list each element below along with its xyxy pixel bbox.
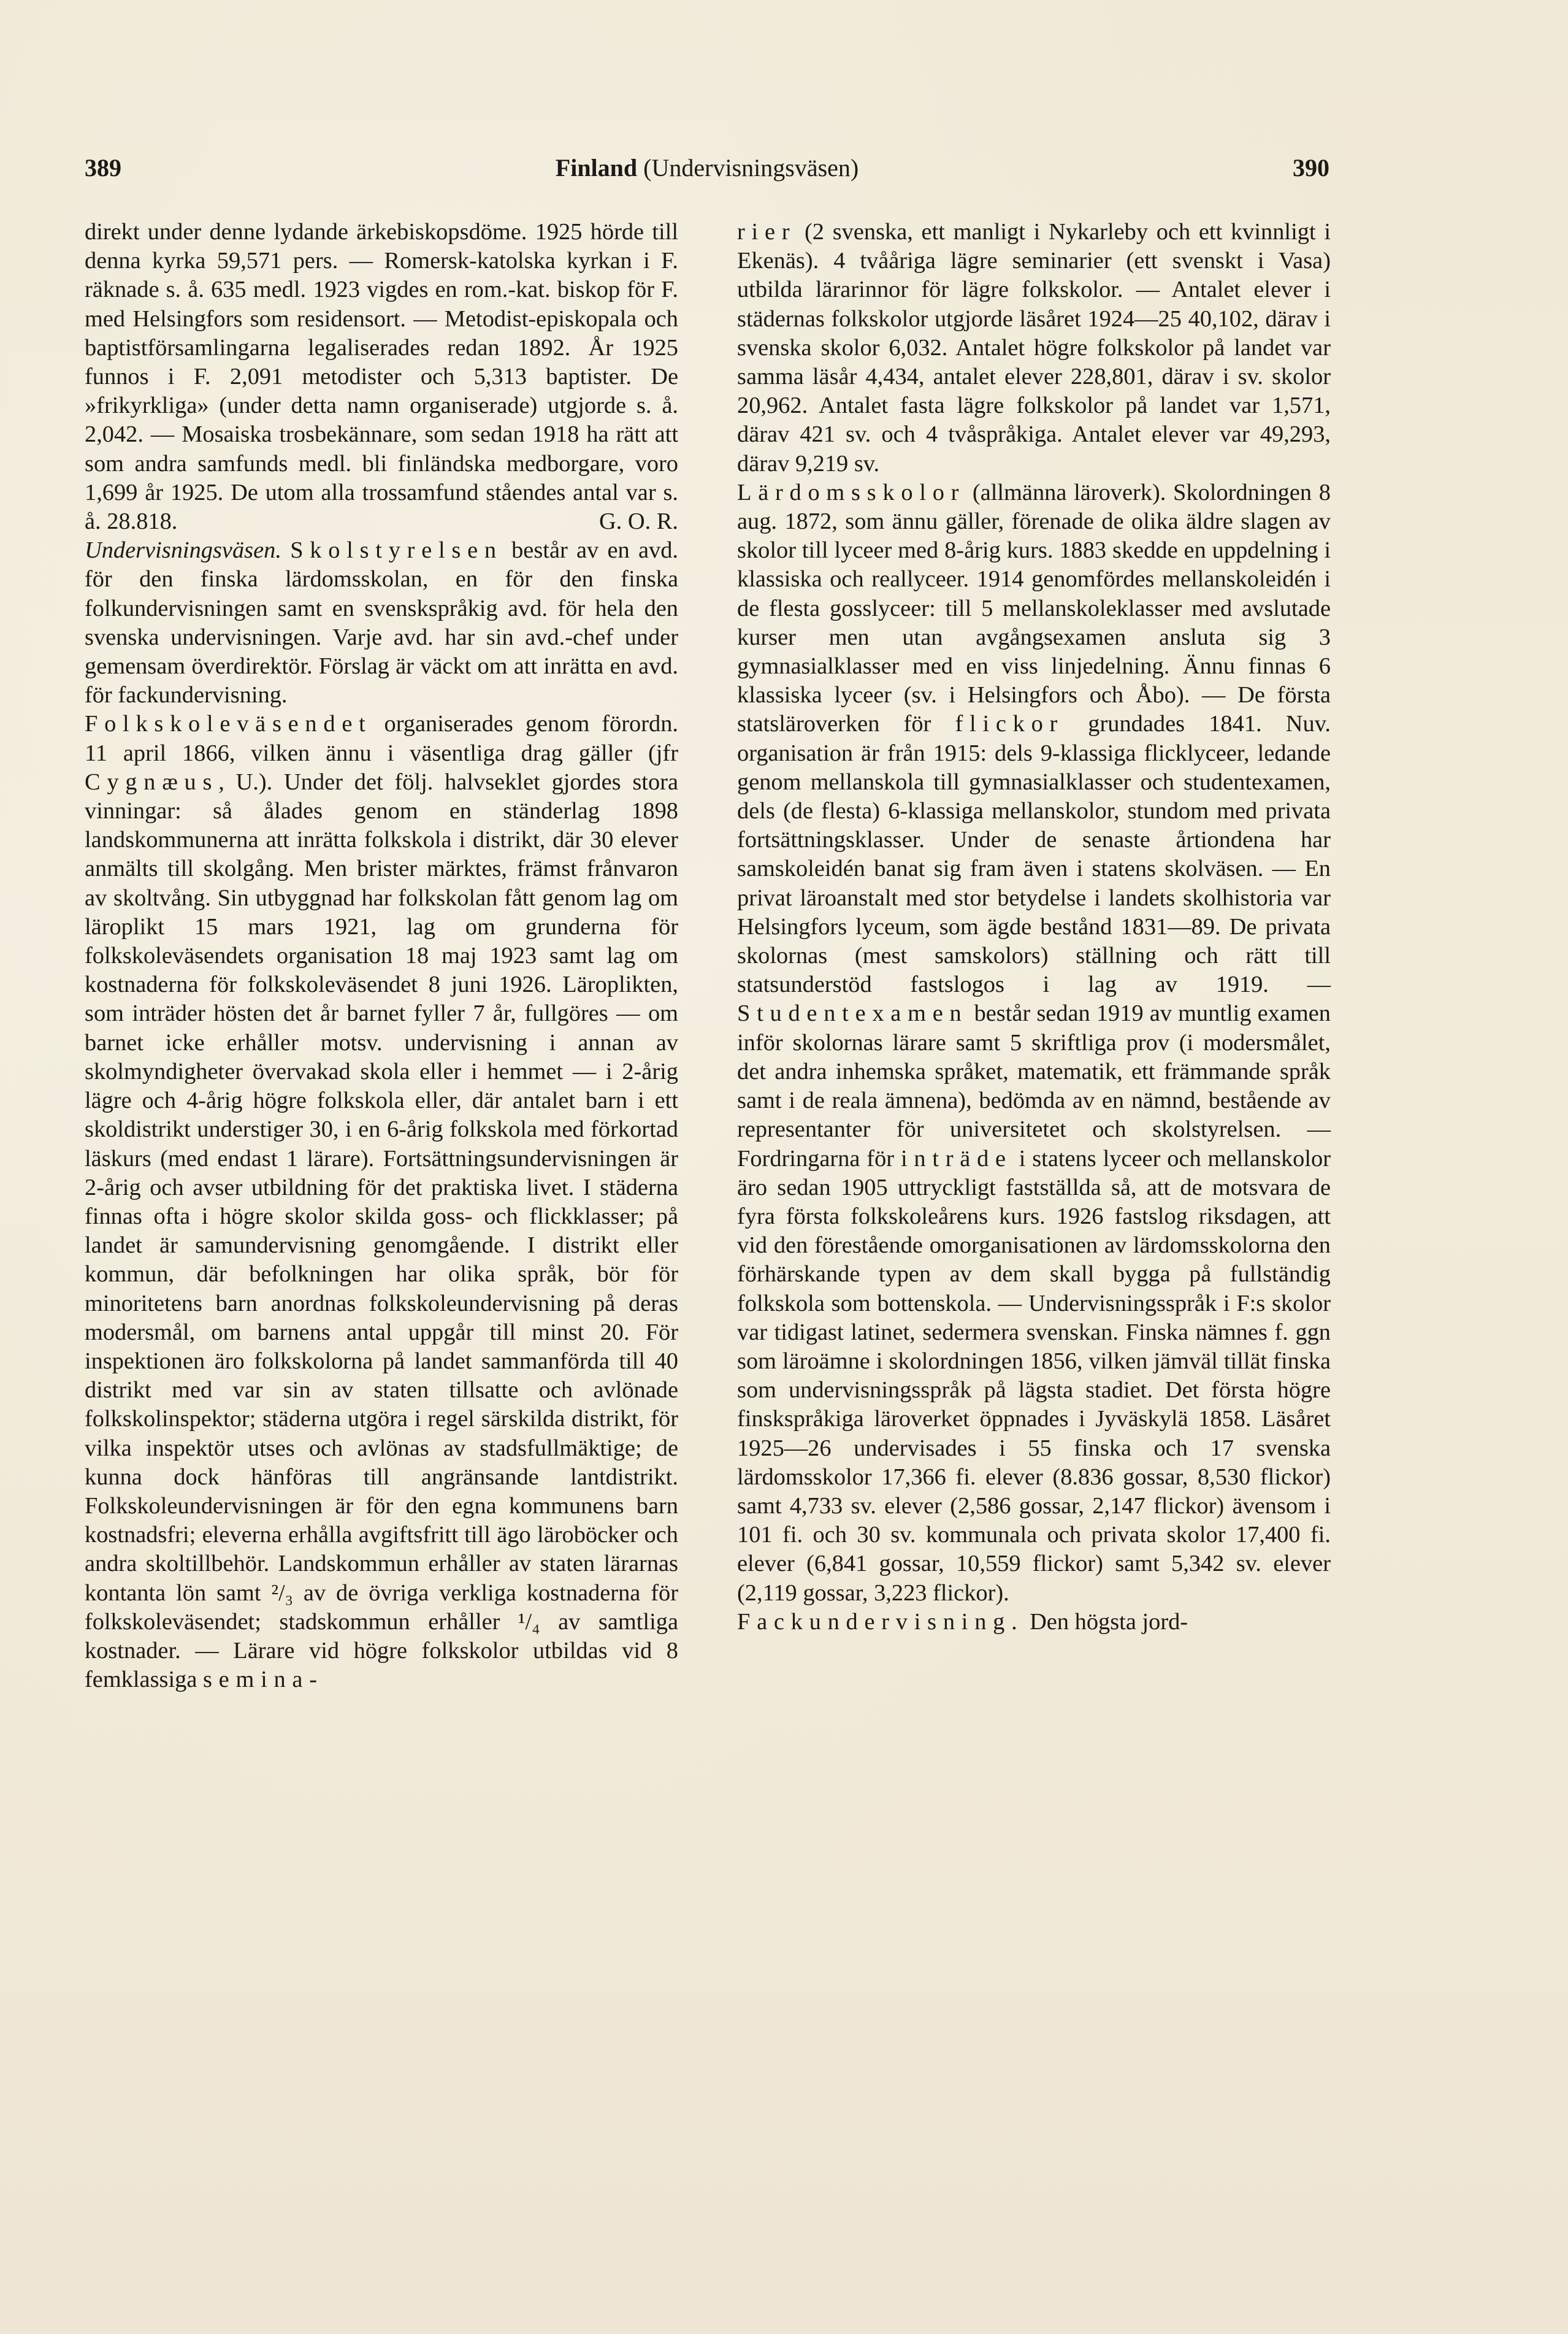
term-seminarier-end: rier bbox=[737, 219, 797, 245]
author-signature: G. O. R. bbox=[599, 509, 678, 535]
lardomsskolor-text-b: grundades 1841. Nuv. organisation är från 1915: dels 9-klassiga flicklyceer, ledande genom mellanskola till gymnasialklasser och studentexamen, dels (de flesta) 6-klassiga mellanskolor, stundom med privata fortsättningsklasser. Under de senaste årtiondena har samskoleidén banat sig fram även i statens skolväsen. — En privat läroanstalt med stor betydelse i landets skolhistoria var Helsingfors lyceum, som ägde bestånd 1831—89. De privata skolornas (mest samskolors) ställning och rätt till statsunderstöd fastslogos i lag av 1919. — bbox=[737, 711, 1331, 998]
school-administration-text: består av en avd. för den finska lärdomsskolan, en för den finska folkundervisningen samt en svenskspråkig avd. för hela den svenska undervisningen. Varje avd. har sin avd.-chef under gemensam överdirektör. Förslag är väckt om att inrätta en avd. för fackundervisning. bbox=[85, 537, 678, 708]
page-number-right: 390 bbox=[1293, 154, 1329, 182]
term-fackundervisning: Fackundervisning. bbox=[737, 1608, 1024, 1635]
running-title-subject: (Undervisningsväsen) bbox=[643, 154, 859, 182]
lardomsskolor-text-c: består sedan 1919 av muntlig examen inför skolornas lärare samt 5 skriftliga prov (i modersmålet, det andra inhemska språket, matematik, ett främmande språk samt i de reala ämnena), bedömda av en nämnd, bestående av representanter för universitetet och skolstyrelsen. — Fordringarna för bbox=[737, 1000, 1331, 1172]
term-lardomsskolor: Lärdomsskolor bbox=[737, 479, 966, 505]
religion-text: direkt under denne lydande ärkebiskopsdöme. 1925 hörde till denna kyrka 59,571 pers. — Romersk-katolska kyrkan i F. räknade s. å. 635 medl. 1923 vigdes en rom.-kat. biskop för F. med Helsingfors som residensort. — Metodist-episkopala och baptistförsamlingarna legaliserades redan 1892. År 1925 funnos i F. 2,091 metodister och 5,313 baptister. De »frikyrkliga» (under detta namn organiserade) utgjorde s. å. 2,042. — Mosaiska trosbekännare, som sedan 1918 ha rätt att som andra samfunds medl. bli finländska medborgare, voro 1,699 år 1925. De utom alla trossamfund ståendes antal var s. å. 28.818. bbox=[85, 219, 678, 535]
page-header bbox=[85, 153, 1329, 196]
left-column bbox=[85, 218, 678, 1694]
term-skolstyrelsen: Skolstyrelsen bbox=[290, 537, 503, 564]
lardomsskolor-text-a: (allmänna läroverk). Skolordningen 8 aug. 1872, som ännu gäller, förenade de olika äldre slagen av skolor till lyceer med 8-årig kurs. 1883 skedde en uppdelning i klassiska och reallyceer. 1914 genomfördes mellanskoleidén i de flesta gosslyceer: till 5 mellanskoleklasser med avslutade kurser men utan avgångsexamen ansluta sig 3 gymnasialklasser med en viss linjedelning. Ännu finnas 6 klassiska lyceer (sv. i Helsingfors och Åbo). — De första statsläroverken för bbox=[737, 479, 1331, 737]
term-seminarier-start: semina- bbox=[202, 1667, 324, 1693]
paragraph-lardomsskolor bbox=[737, 478, 1331, 1608]
term-intrade: inträde bbox=[900, 1145, 1012, 1172]
seminarier-text: (2 svenska, ett manligt i Nykarleby och ett kvinnligt i Ekenäs). 4 tvååriga lägre seminarier (ett svenskt i Vasa) utbilda lärarinnor för lägre folkskolor. — Antalet elever i städernas folkskolor utgjorde läsåret 1924—25 40,102, därav i svenska skolor 6,032. Antalet högre folkskolor på landet var samma läsår 4,434, antalet elever 228,801, därav i sv. skolor 20,962. Antalet fasta lägre folkskolor på landet var 1,571, därav 421 sv. och 4 tvåspråkiga. Antalet elever var 49,293, därav 9,219 sv. bbox=[737, 219, 1331, 477]
right-column bbox=[737, 218, 1331, 1637]
folkskola-text-b: , U.). Under det följ. halvseklet gjordes stora vinningar: så ålades genom en ständerlag 1898 landskommunerna att inrätta folkskola i distrikt, där 30 elever anmälts till skolgång. Men brister märktes, främst frånvaron av skoltvång. Sin utbyggnad har folkskolan fått genom lag om läroplikt 15 mars 1921, lag om grunderna för folkskoleväsendets organisation 18 maj 1923 samt lag om kostnaderna för folkskoleväsendet 8 juni 1926. Läroplikten, som inträder hösten det år barnet fyller 7 år, fullgöres — om barnet icke erhåller motsv. undervisning i annan av skolmyndigheter övervakad skola eller i hemmet — i 2-årig lägre och 4-årig högre folkskola eller, där antalet barn i ett skoldistrikt understiger 30, i en 6-årig folkskola med förkortad läskurs (med endast 1 lärare). Fortsättningsundervisningen är 2-årig och avser utbildning för det praktiska livet. I städerna finnas ofta i högre skolor skilda goss- och flickklasser; på landet är samundervisning genomgående. I distrikt eller kommun, där befolkningen har olika språk, bör för minoritetens barn anordnas folkskoleundervisning på deras modersmål, om barnens antal uppgår till minst 20. För inspektionen äro folkskolorna på landet sammanförda till 40 distrikt med var sin av staten tillsatte och avlönade folkskolinspektor; städerna utgöra i regel särskilda distrikt, för vilka inspektör utses och avlönas av stadsfullmäktige; de kunna dock hänföras till angränsande lantdistrikt. Folkskoleundervisningen är för den egna kommunens barn kostnadsfri; eleverna erhålla avgiftsfritt till ägo läroböcker och andra skoltillbehör. Landskommun erhåller av staten lärarnas kontanta lön samt ²/₃ av de övriga verkliga kostnaderna för folkskoleväsendet; stadskommun erhåller ¹/₄ av samtliga kostnader. — Lärare vid högre folkskolor utbildas vid 8 femklassiga bbox=[85, 769, 678, 1693]
fackundervisning-text: Den högsta jord- bbox=[1023, 1608, 1188, 1635]
paragraph-seminarier bbox=[737, 218, 1331, 478]
folkskola-text-a: organiserades genom förordn. 11 april 1866, vilken ännu i väsentliga drag gäller (jfr bbox=[85, 711, 678, 766]
paragraph-school-administration bbox=[85, 536, 678, 710]
lardomsskolor-text-d: i statens lyceer och mellanskolor äro sedan 1905 uttryckligt fastställda så, att de motsvara de fyra första folkskoleårens kurs. 1926 fastslog riksdagen, att vid den förestående omorganisationen av lärdomsskolorna den förhärskande typen av dem skall bygga på fullständig folkskola som bottenskola. — Undervisningsspråk i F:s skolor var tidigast latinet, sedermera svenskan. Finska nämnes f. ggn som läroämne i skolordningen 1856, vilken jämväl tillät finska som undervisningsspråk på lägsta stadiet. Det första högre finskspråkiga läroverket öppnades i Jyväskylä 1858. Läsåret 1925—26 undervisades i 55 finska och 17 svenska lärdomsskolor 17,366 fi. elever (8.836 gossar, 8,530 flickor) samt 4,733 sv. elever (2,586 gossar, 2,147 flickor) ävensom i 101 fi. och 30 sv. kommunala och privata skolor 17,400 fi. elever (6,841 gossar, 10,559 flickor) samt 5,342 sv. elever (2,119 gossar, 3,223 flickor). bbox=[737, 1145, 1331, 1606]
paragraph-religion bbox=[85, 218, 678, 536]
term-flickor: flickor bbox=[955, 711, 1065, 737]
name-cygnaeus: Cygnæus bbox=[85, 769, 219, 795]
running-title-country: Finland bbox=[555, 154, 638, 182]
paragraph-fackundervisning bbox=[737, 1608, 1331, 1637]
section-heading-undervisningsvasen: Undervisningsväsen. bbox=[85, 537, 281, 564]
running-title bbox=[85, 153, 1329, 182]
paragraph-folkskola bbox=[85, 710, 678, 1694]
term-folkskolevasendet: Folkskoleväsendet bbox=[85, 711, 372, 737]
page-number-left: 389 bbox=[85, 154, 121, 182]
term-studentexamen: Studentexamen bbox=[737, 1000, 968, 1027]
